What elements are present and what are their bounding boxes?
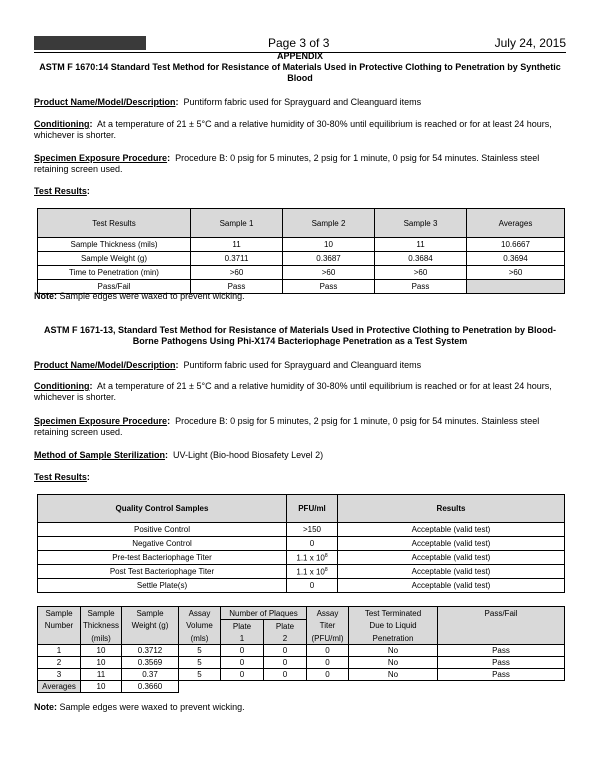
section2-results-heading: Test Results: [34, 472, 90, 482]
results-label: Test Results [34, 472, 87, 482]
col-header [122, 632, 179, 645]
cell: 0 [264, 645, 307, 657]
cell: 1 [38, 645, 81, 657]
cell: Acceptable (valid test) [338, 523, 565, 537]
col-header [38, 632, 81, 645]
cell: Acceptable (valid test) [338, 551, 565, 565]
cell: No [349, 645, 438, 657]
cell: Pass/Fail [38, 280, 191, 294]
product-label: Product Name/Model/Description [34, 97, 176, 107]
cell: >150 [287, 523, 338, 537]
section1-title: ASTM F 1670:14 Standard Test Method for Resistance of Materials Used in Protective Clothing to Penetration by Synthetic Blood [39, 62, 561, 83]
table-header-row [38, 495, 565, 523]
col-header: Pass/Fail [438, 607, 565, 620]
cell: Pass [191, 280, 283, 294]
cell: 0 [287, 537, 338, 551]
cell: Negative Control [38, 537, 287, 551]
col-header: Assay [307, 607, 349, 620]
col-header: Volume [179, 620, 221, 633]
product-value: Puntiform fabric used for Sprayguard and Cleanguard items [183, 97, 422, 107]
quality-control-table [37, 494, 565, 593]
titer-base: 1.1 x 10 [296, 567, 325, 577]
section2-note: Note: Sample edges were waxed to prevent wicking. [34, 702, 245, 712]
col-header: Titer [307, 620, 349, 633]
cell: No [349, 669, 438, 681]
cell: 3 [38, 669, 81, 681]
cell: 11 [191, 238, 283, 252]
col-header: Weight (g) [122, 620, 179, 633]
table-row [38, 523, 565, 537]
product-value: Puntiform fabric used for Sprayguard and Cleanguard items [183, 360, 422, 370]
col-header: PFU/ml [287, 495, 338, 523]
table-row [38, 238, 565, 252]
cell: 11 [81, 669, 122, 681]
col-header: Sample 3 [375, 209, 467, 238]
titer-exponent: 8 [324, 566, 328, 573]
cell [287, 565, 338, 579]
cell: 10 [81, 645, 122, 657]
cell: Settle Plate(s) [38, 579, 287, 593]
col-header: Penetration [349, 632, 438, 645]
cell: 0 [221, 645, 264, 657]
col-header: Number [38, 620, 81, 633]
cell: Sample Weight (g) [38, 252, 191, 266]
table-header-row [38, 209, 565, 238]
cell: Pass [438, 657, 565, 669]
col-header: Results [338, 495, 565, 523]
cell: 10 [81, 681, 122, 693]
cell: 0.3660 [122, 681, 179, 693]
table-row [38, 657, 565, 669]
table-header-row [38, 607, 565, 620]
cell: 0.3694 [467, 252, 565, 266]
col-header: Sample 2 [283, 209, 375, 238]
titer-base: 1.1 x 10 [296, 553, 325, 563]
cell: Time to Penetration (min) [38, 266, 191, 280]
header-logo-bar [34, 36, 146, 50]
col-header: Thickness [81, 620, 122, 633]
cell: 0.3711 [191, 252, 283, 266]
cell: Pass [438, 669, 565, 681]
cell: Positive Control [38, 523, 287, 537]
cell: 5 [179, 657, 221, 669]
col-header: (mils) [81, 632, 122, 645]
section1-product: Product Name/Model/Description: Puntiform fabric used for Sprayguard and Cleanguard items [34, 97, 422, 107]
col-header: Sample [38, 607, 81, 620]
cell: 0 [307, 645, 349, 657]
col-header: Sample 1 [191, 209, 283, 238]
cell: 0 [221, 669, 264, 681]
cell: Post Test Bacteriophage Titer [38, 565, 287, 579]
exposure-label: Specimen Exposure Procedure [34, 153, 168, 163]
cell: 2 [38, 657, 81, 669]
cell: Averages [38, 681, 81, 693]
cell: >60 [283, 266, 375, 280]
note-label: Note [34, 291, 54, 301]
cell: Acceptable (valid test) [338, 579, 565, 593]
cell: No [349, 657, 438, 669]
table-row [38, 669, 565, 681]
test-results-table [37, 208, 565, 294]
section1-results-heading: Test Results: [34, 186, 90, 196]
note-label: Note [34, 702, 54, 712]
conditioning-value: At a temperature of 21 ± 5°C and a relative humidity of 30-80% until equilibrium is reached or for at least 24 hours, whichever is shorter. [34, 381, 552, 402]
cell: >60 [375, 266, 467, 280]
section2-title: ASTM F 1671-13, Standard Test Method for Resistance of Materials Used in Protective Clothing to Penetration by Blood-Borne Pathogens Using Phi-X174 Bacteriophage Penetration as a Test System [44, 325, 556, 346]
cell: 5 [179, 645, 221, 657]
note-value: Sample edges were waxed to prevent wicking. [59, 291, 245, 301]
cell: 0.3684 [375, 252, 467, 266]
cell: Pass [375, 280, 467, 294]
table-row [38, 645, 565, 657]
col-header: 1 [221, 632, 264, 645]
col-header: Sample [122, 607, 179, 620]
cell: >60 [191, 266, 283, 280]
table-row [38, 579, 565, 593]
table-row-averages [38, 681, 565, 693]
col-header: Due to Liquid [349, 620, 438, 633]
cell: 11 [375, 238, 467, 252]
cell: 10.6667 [467, 238, 565, 252]
table-header-row [38, 620, 565, 633]
results-label: Test Results [34, 186, 87, 196]
cell: 0 [264, 669, 307, 681]
conditioning-label: Conditioning [34, 381, 90, 391]
section2-sterilization: Method of Sample Sterilization: UV-Light (Bio-hood Biosafety Level 2) [34, 450, 324, 460]
product-label: Product Name/Model/Description [34, 360, 176, 370]
table-row [38, 537, 565, 551]
cell: 0 [264, 657, 307, 669]
col-header: Test Results [38, 209, 191, 238]
cell: Acceptable (valid test) [338, 537, 565, 551]
col-header: (PFU/ml) [307, 632, 349, 645]
col-header: 2 [264, 632, 307, 645]
col-header: Averages [467, 209, 565, 238]
section2-product: Product Name/Model/Description: Puntiform fabric used for Sprayguard and Cleanguard items [34, 360, 422, 370]
cell: Pass [283, 280, 375, 294]
col-header [438, 632, 565, 645]
section2-conditioning: Conditioning: At a temperature of 21 ± 5°C and a relative humidity of 30-80% until equilibrium is reached or for at least 24 hours, whichever is shorter. [34, 381, 552, 402]
cell: 0 [307, 669, 349, 681]
table-row [38, 266, 565, 280]
section2-exposure: Specimen Exposure Procedure: Procedure B: 0 psig for 5 minutes, 2 psig for 1 minute, 0 psig for 54 minutes. Stainless steel retaining screen used. [34, 416, 540, 437]
page-date: July 24, 2015 [494, 36, 566, 50]
col-header: Test Terminated [349, 607, 438, 620]
cell: 0 [287, 579, 338, 593]
sterilization-value: UV-Light (Bio-hood Biosafety Level 2) [173, 450, 324, 460]
section1-conditioning: Conditioning: At a temperature of 21 ± 5°C and a relative humidity of 30-80% until equilibrium is reached or for at least 24 hours, whichever is shorter. [34, 119, 552, 140]
col-header: Number of Plaques [221, 607, 307, 620]
col-header: Plate [221, 620, 264, 633]
col-header: Plate [264, 620, 307, 633]
col-header: Sample [81, 607, 122, 620]
col-header: Quality Control Samples [38, 495, 287, 523]
col-header: Assay [179, 607, 221, 620]
cell: 0.3687 [283, 252, 375, 266]
col-header: (mls) [179, 632, 221, 645]
cell [287, 551, 338, 565]
table-header-row [38, 632, 565, 645]
cell: 0.3569 [122, 657, 179, 669]
cell: >60 [467, 266, 565, 280]
cell: Pass [438, 645, 565, 657]
table-row [38, 565, 565, 579]
table-row [38, 551, 565, 565]
col-header [438, 620, 565, 633]
table-row [38, 252, 565, 266]
cell: 0 [307, 657, 349, 669]
cell: 0.3712 [122, 645, 179, 657]
cell: 10 [81, 657, 122, 669]
note-value: Sample edges were waxed to prevent wicking. [59, 702, 245, 712]
sample-results-table [37, 606, 565, 693]
page-number: Page 3 of 3 [268, 36, 330, 50]
cell-empty [179, 681, 565, 693]
exposure-value: Procedure B: 0 psig for 5 minutes, 2 psig for 1 minute, 0 psig for 54 minutes. Stainless steel retaining screen used. [34, 416, 540, 437]
cell: 10 [283, 238, 375, 252]
cell: 0.37 [122, 669, 179, 681]
cell: 0 [221, 657, 264, 669]
cell: Pre-test Bacteriophage Titer [38, 551, 287, 565]
exposure-value: Procedure B: 0 psig for 5 minutes, 2 psig for 1 minute, 0 psig for 54 minutes. Stainless steel retaining screen used. [34, 153, 540, 174]
titer-exponent: 8 [324, 552, 328, 559]
section1-note: Note: Sample edges were waxed to prevent wicking. [34, 291, 245, 301]
section1-exposure: Specimen Exposure Procedure: Procedure B: 0 psig for 5 minutes, 2 psig for 1 minute, 0 psig for 54 minutes. Stainless steel retaining screen used. [34, 153, 540, 174]
exposure-label: Specimen Exposure Procedure [34, 416, 168, 426]
sterilization-label: Method of Sample Sterilization [34, 450, 166, 460]
appendix-heading: APPENDIX [276, 51, 323, 61]
cell: 5 [179, 669, 221, 681]
cell: Acceptable (valid test) [338, 565, 565, 579]
conditioning-value: At a temperature of 21 ± 5°C and a relative humidity of 30-80% until equilibrium is reached or for at least 24 hours, whichever is shorter. [34, 119, 552, 140]
cell: Sample Thickness (mils) [38, 238, 191, 252]
conditioning-label: Conditioning [34, 119, 90, 129]
